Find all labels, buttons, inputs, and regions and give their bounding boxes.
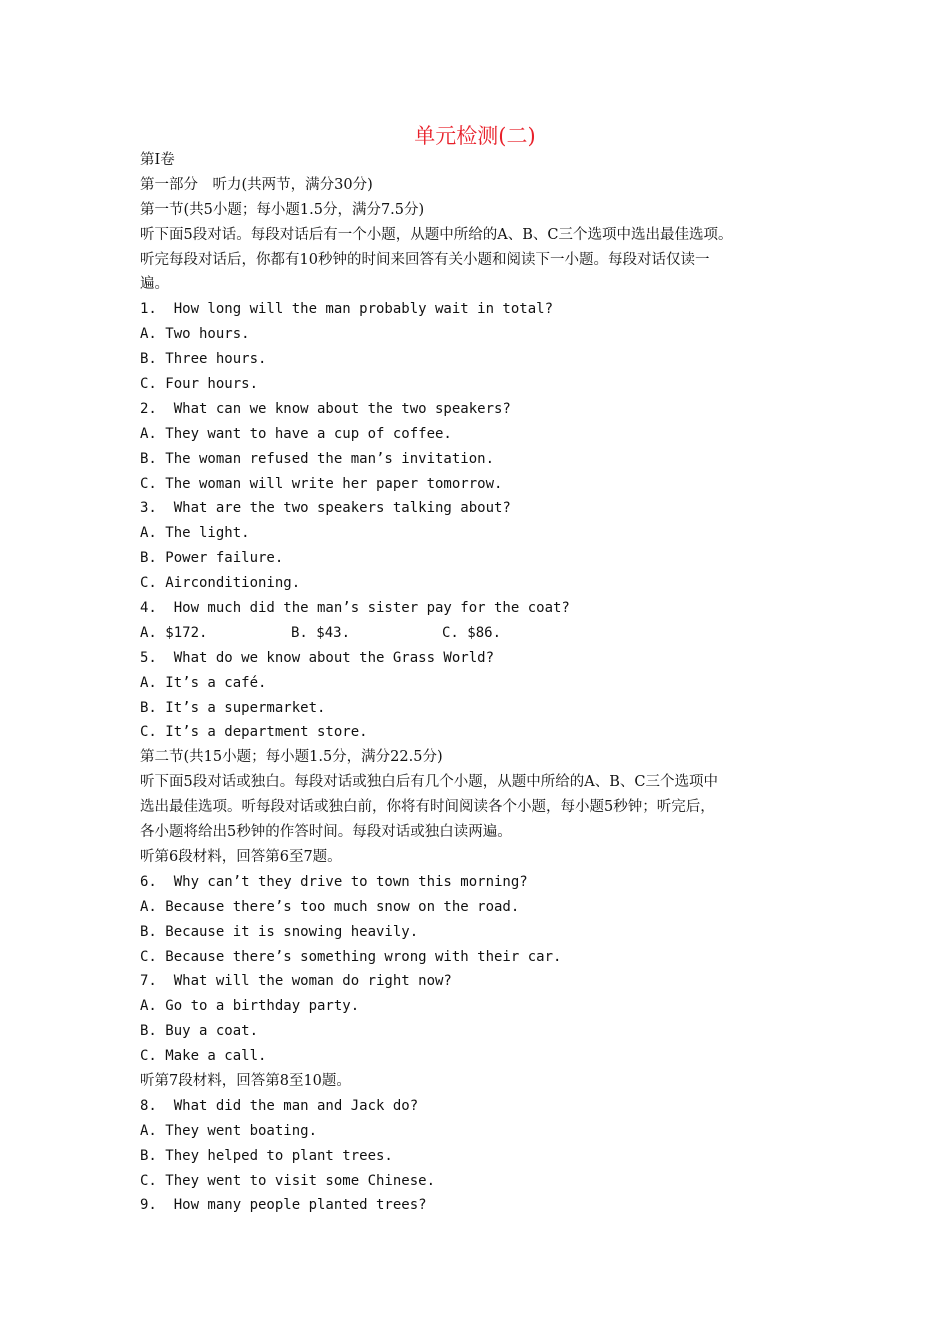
- material-heading: 听第6段材料，回答第6至7题。: [140, 848, 342, 865]
- option-b: B. They helped to plant trees.: [140, 1147, 393, 1164]
- option-b: B. Three hours.: [140, 351, 267, 368]
- question-stem: 2. What can we know about the two speakers?: [140, 400, 511, 417]
- section-heading: 第一节(共5小题；每小题1.5分，满分7.5分): [140, 201, 425, 218]
- option-b: B. It’s a supermarket.: [140, 699, 326, 716]
- material-heading: 听第7段材料，回答第8至10题。: [140, 1072, 351, 1089]
- option-a: A. $172.: [140, 624, 208, 641]
- volume-heading: 第Ⅰ卷: [140, 152, 175, 168]
- instruction-line: 听下面5段对话。每段对话后有一个小题，从题中所给的A、B、C三个选项中选出最佳选项。: [140, 226, 733, 243]
- option-c: C. $86.: [442, 624, 502, 641]
- question-stem: 1. How long will the man probably wait in total?: [140, 301, 554, 318]
- option-a: A. It’s a café.: [140, 674, 267, 691]
- option-b: B. Power failure.: [140, 550, 284, 567]
- option-b: B. Buy a coat.: [140, 1023, 259, 1040]
- option-a: A. Go to a birthday party.: [140, 998, 360, 1015]
- instruction-line: 听下面5段对话或独白。每段对话或独白后有几个小题，从题中所给的A、B、C三个选项中: [140, 774, 718, 791]
- question-stem: 5. What do we know about the Grass World?: [140, 649, 495, 666]
- instruction-line: 听完每段对话后，你都有10秒钟的时间来回答有关小题和阅读下一小题。每段对话仅读一: [140, 251, 710, 268]
- instruction-line: 遍。: [140, 276, 169, 293]
- part-heading: 第一部分 听力(共两节，满分30分): [140, 176, 373, 193]
- option-c: C. The woman will write her paper tomorrow.: [140, 475, 503, 492]
- option-a: A. Because there’s too much snow on the road.: [140, 898, 520, 915]
- option-c: C. They went to visit some Chinese.: [140, 1172, 436, 1189]
- option-c: C. Because there’s something wrong with their car.: [140, 948, 562, 965]
- option-b: B. Because it is snowing heavily.: [140, 923, 419, 940]
- question-stem: 7. What will the woman do right now?: [140, 973, 452, 990]
- instruction-line: 各小题将给出5秒钟的作答时间。每段对话或独白读两遍。: [140, 824, 512, 841]
- option-b: B. $43.: [291, 624, 351, 641]
- question-stem: 6. Why can’t they drive to town this morning?: [140, 873, 528, 890]
- option-b: B. The woman refused the man’s invitation.: [140, 450, 495, 467]
- question-stem: 8. What did the man and Jack do?: [140, 1097, 419, 1114]
- options-row: [140, 621, 830, 646]
- document-body: [140, 148, 830, 1218]
- option-a: A. They went boating.: [140, 1122, 318, 1139]
- page-title: 单元检测(二): [414, 124, 536, 148]
- option-c: C. Airconditioning.: [140, 575, 301, 592]
- option-c: C. Make a call.: [140, 1048, 267, 1065]
- instruction-line: 选出最佳选项。听每段对话或独白前，你将有时间阅读各个小题，每小题5秒钟；听完后，: [140, 799, 715, 816]
- question-stem: 3. What are the two speakers talking about?: [140, 500, 511, 517]
- section-heading: 第二节(共15小题；每小题1.5分，满分22.5分): [140, 749, 443, 766]
- option-c: C. It’s a department store.: [140, 724, 368, 741]
- question-stem: 9. How many people planted trees?: [140, 1197, 427, 1214]
- option-c: C. Four hours.: [140, 376, 259, 393]
- option-a: A. The light.: [140, 525, 250, 542]
- option-a: A. They want to have a cup of coffee.: [140, 425, 452, 442]
- option-a: A. Two hours.: [140, 326, 250, 343]
- question-stem: 4. How much did the man’s sister pay for the coat?: [140, 600, 570, 617]
